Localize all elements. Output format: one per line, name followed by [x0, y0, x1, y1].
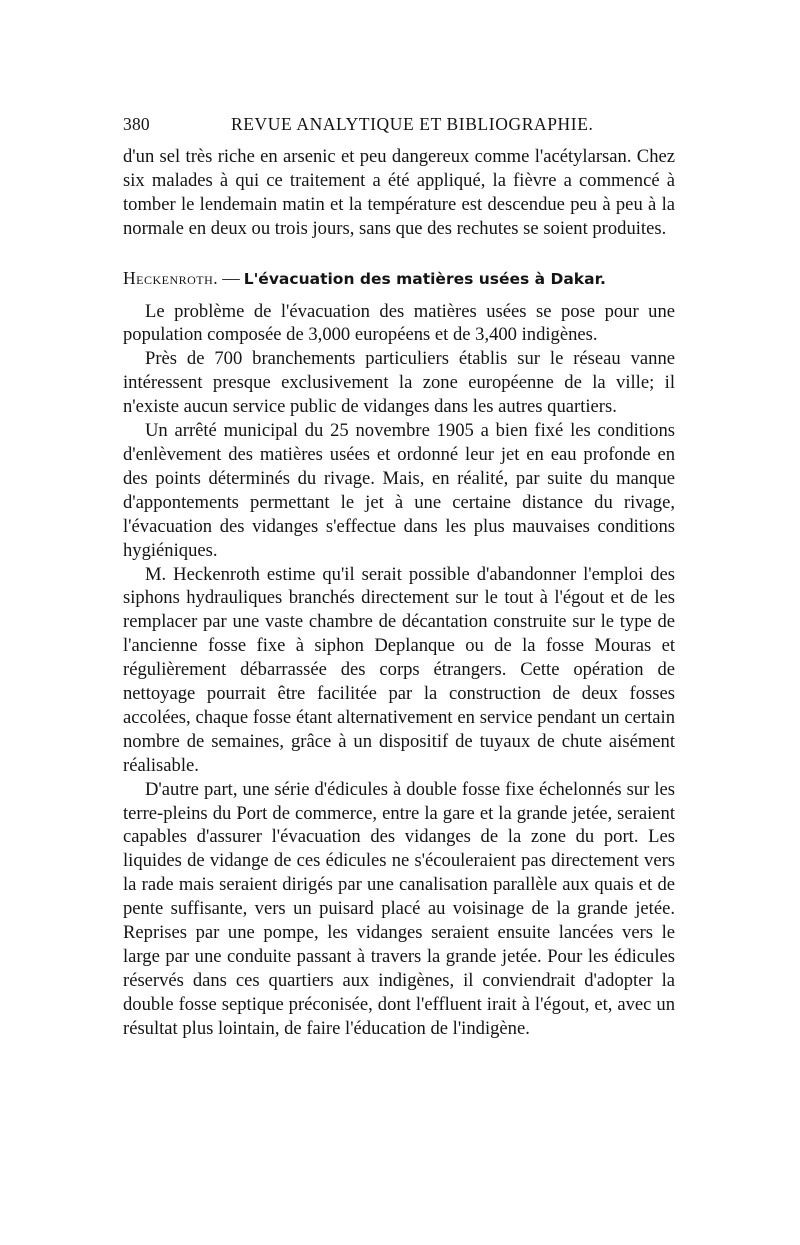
article-title: L'évacuation des matières usées à Dakar. [243, 269, 606, 288]
article-paragraph: D'autre part, une série d'édicules à double fosse fixe échelonnés sur les terre-pleins du Port de commerce, entre la gare et la grande jetée, seraient capables d'assurer l'évacuation des vidanges de la zone du port. Les liquides de vidange de ces édicules ne s'écouleraient pas directement vers la rade mais seraient dirigés par une canalisation parallèle aux quais et de pente suffisante, vers un puisard placé au voisinage de la grande jetée. Reprises par une pompe, les vidanges seraient ensuite lancées vers le large par une conduite passant à travers la grande jetée. Pour les édicules réservés dans ces quartiers aux indigènes, il conviendrait d'adopter la double fosse septique préconisée, dont l'effluent irait à l'égout, et, avec un résultat plus lointain, de faire l'éducation de l'indigène. [123, 778, 675, 1039]
heading-dash: — [222, 267, 240, 288]
page-number: 380 [123, 114, 150, 134]
article-heading [123, 267, 675, 292]
running-title: REVUE ANALYTIQUE ET BIBLIOGRAPHIE. [231, 114, 594, 134]
journal-page [123, 114, 675, 1041]
article-paragraph: Le problème de l'évacuation des matières usées se pose pour une population composée de 3,000 européens et de 3,400 indigènes. [123, 300, 675, 346]
article-paragraph: Près de 700 branchements particuliers établis sur le réseau vanne intéressent presque exclusivement la zone européenne de la ville; il n'existe aucun service public de vidanges dans les autres quartiers. [123, 348, 675, 418]
article-author: Heckenroth. [123, 267, 219, 288]
continuation-paragraph: d'un sel très riche en arsenic et peu dangereux comme l'acétylarsan. Chez six malades à qui ce traitement a été appliqué, la fièvre a commencé à tomber le lendemain matin et la température est descendue peu à peu à la normale en deux ou trois jours, sans que des rechutes se soient produites. [123, 146, 675, 239]
running-head [123, 114, 675, 140]
article-paragraph: M. Heckenroth estime qu'il serait possible d'abandonner l'emploi des siphons hydrauliques branchés directement sur le tout à l'égout et de les remplacer par une vaste chambre de décantation construite sur le type de l'ancienne fosse fixe à siphon Deplanque ou de la fosse Mouras et régulièrement débarrassée des corps étrangers. Cette opération de nettoyage pourrait être facilitée par la construction de deux fosses accolées, chaque fosse étant alternativement en service pendant un certain nombre de semaines, grâce à un dispositif de tuyaux de chute aisément réalisable. [123, 563, 675, 776]
article-paragraph: Un arrêté municipal du 25 novembre 1905 a bien fixé les conditions d'enlèvement des matières usées et ordonné leur jet en eau profonde en des points déterminés du rivage. Mais, en réalité, par suite du manque d'appontements permettant le jet à une certaine distance du rivage, l'évacuation des vidanges s'effectue dans les plus mauvaises conditions hygiéniques. [123, 420, 675, 561]
